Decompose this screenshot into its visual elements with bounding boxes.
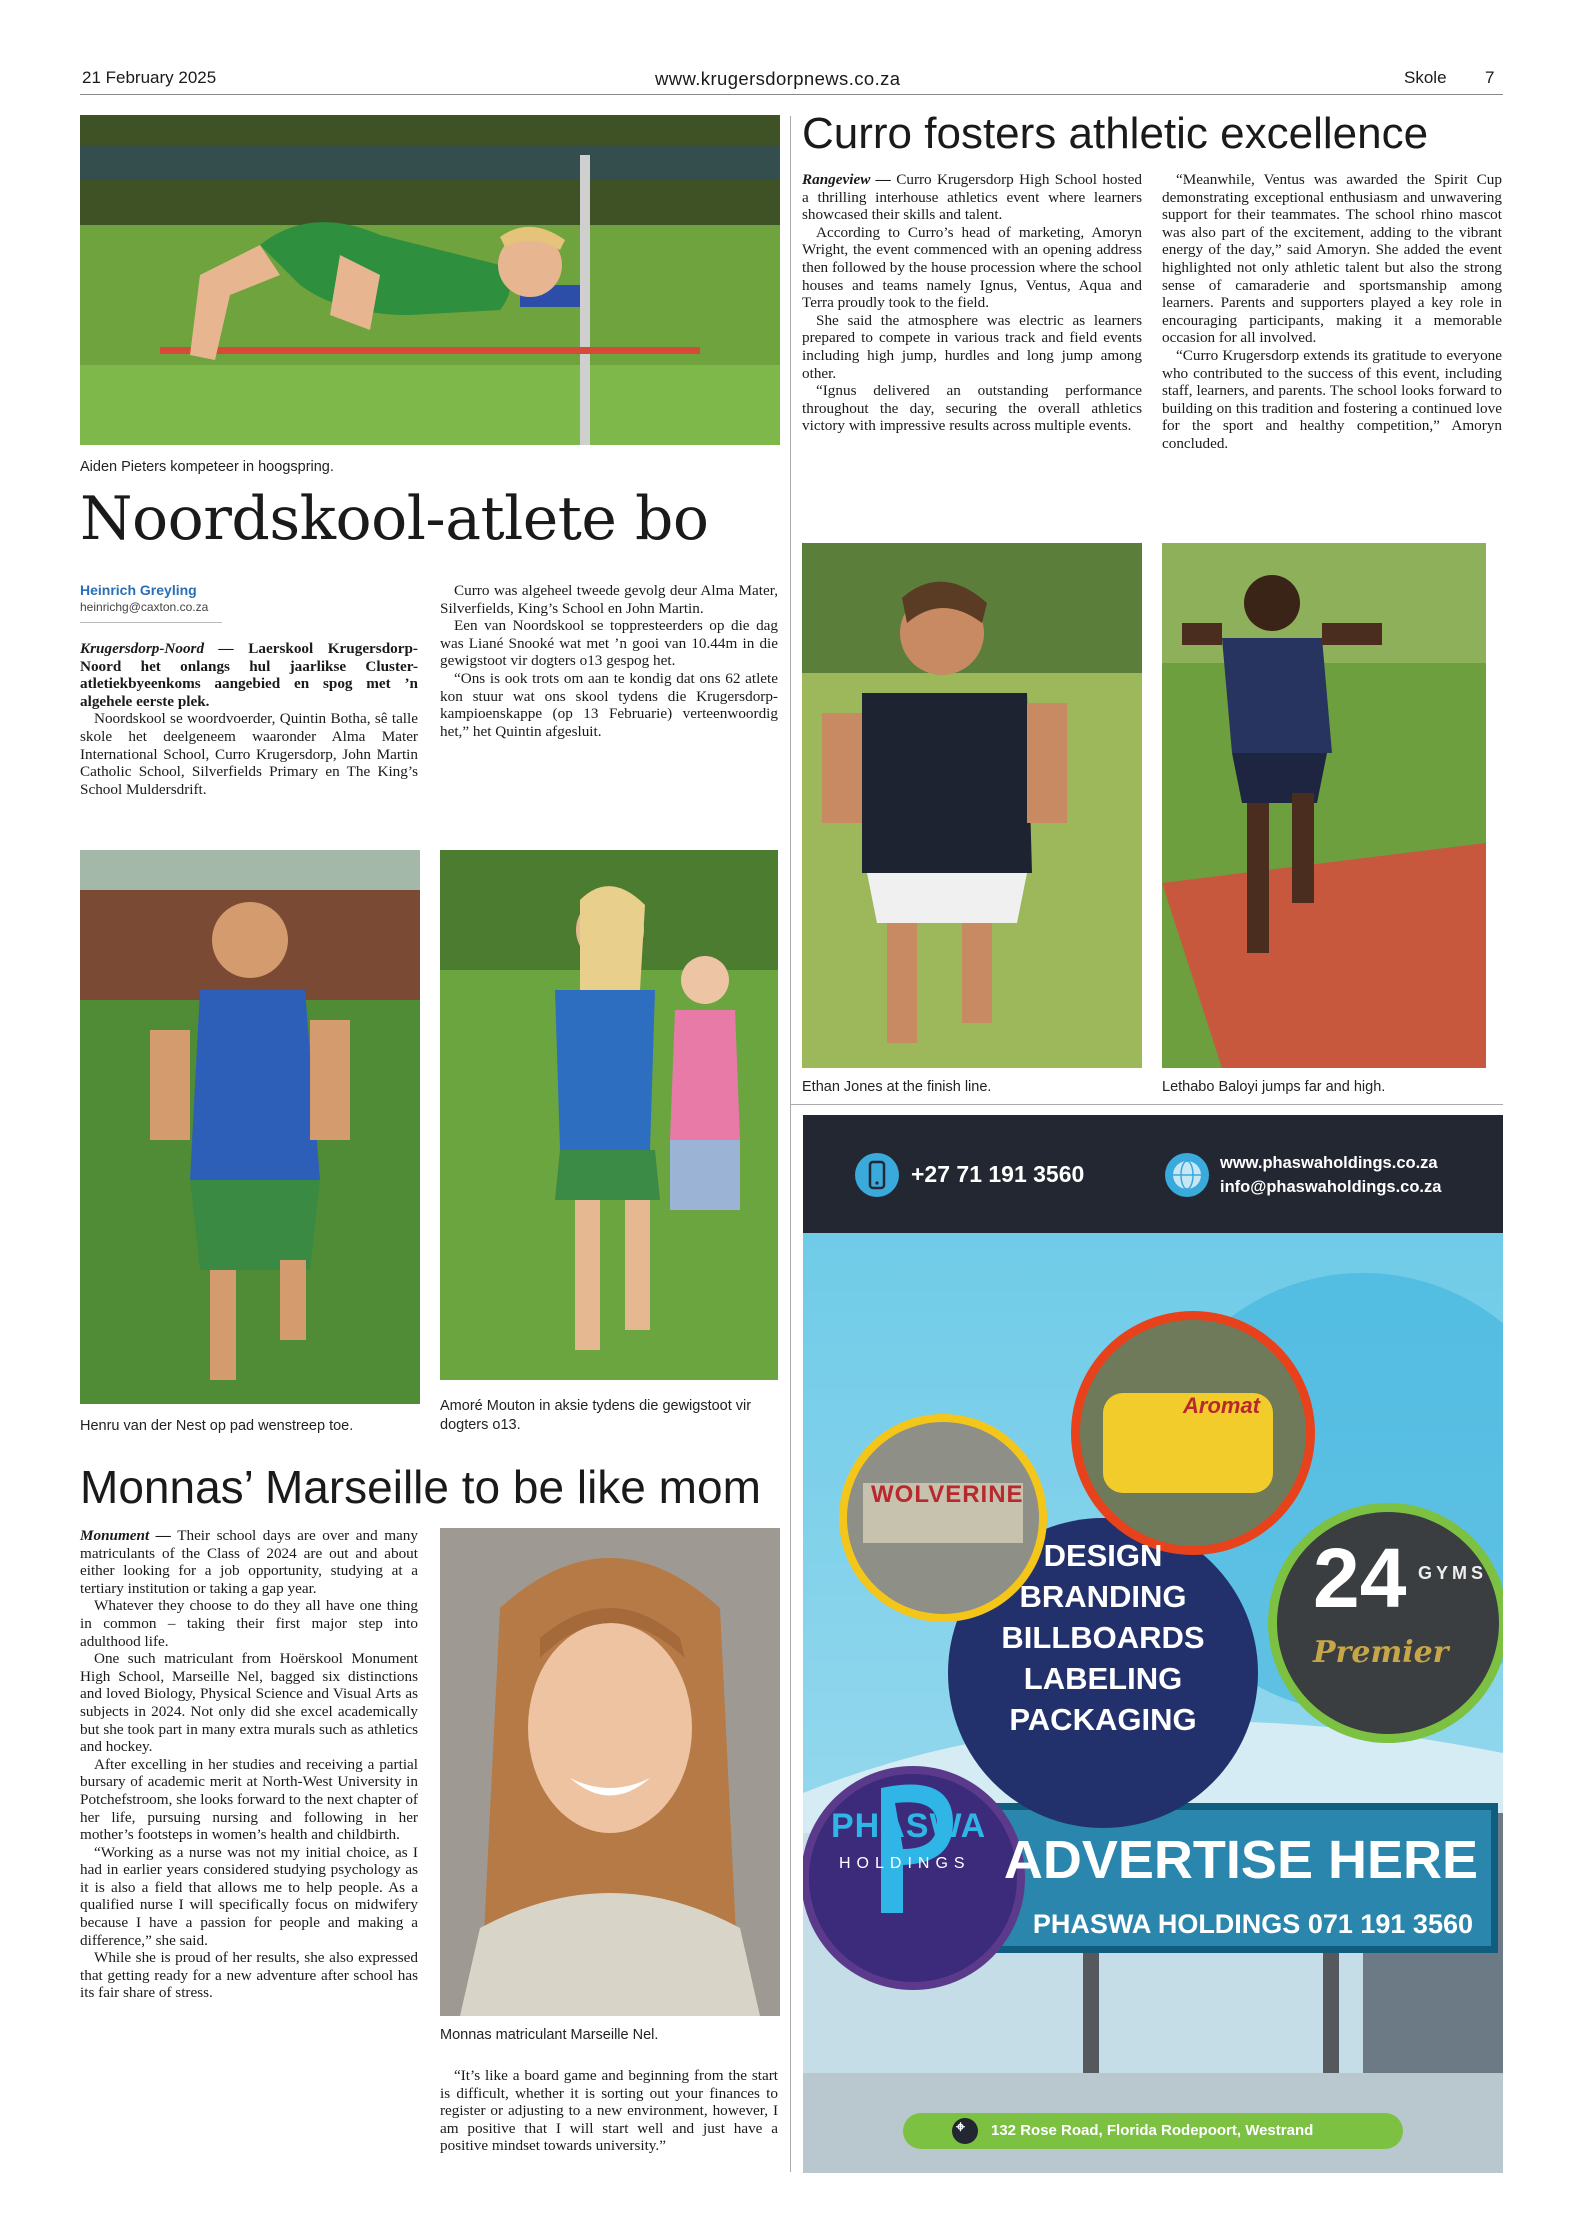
author-name: Heinrich Greyling: [80, 582, 197, 598]
body-paragraph: “Working as a nurse was not my initial choice, as I had in earlier years considered studying psychology as it is also a field that allows me to help people. As a qualified nurse I will specifically focus on midwifery because I have a passion for people and making a difference,” she said.: [80, 1843, 418, 1949]
high-jump-photo: [80, 115, 780, 445]
location-pin-icon: ⌖: [956, 2119, 966, 2136]
lead-paragraph: Curro Krugersdorp High School hosted a thrilling interhouse athletics event where learners showcased their skills and talent.: [802, 171, 1142, 224]
body-paragraph: Noordskool se woordvoerder, Quintin Botha, sê talle skole het deelgeneem waaronder Alma Mater International School, Curro Krugersdorp, John Martin Catholic School, Silverfields Primary en The King’s School Muldersdrift.: [80, 710, 418, 798]
noordskool-column-1: [80, 640, 418, 798]
aromat-van-text: Aromat: [1183, 1393, 1261, 1418]
long-jump-photo-lethabo: [1162, 543, 1486, 1068]
monnas-column-2: [440, 2067, 778, 2155]
finish-line-photo-ethan: [802, 543, 1142, 1068]
section-name: Skole: [1404, 68, 1447, 87]
dateline: Monument —: [80, 1527, 171, 1544]
lead-paragraph: Their school days are over and many matriculants of the Class of 2024 are out and about either looking for a job opportunity, studying at a tertiary institution or taking a gap year.: [80, 1527, 418, 1597]
body-paragraph: While she is proud of her results, she also expressed that getting ready for a new adventure after school has its fair share of stress.: [80, 1949, 418, 2002]
amore-caption: Amoré Mouton in aksie tydens die gewigstoot vir dogters o13.: [440, 1398, 752, 1433]
service-item: DESIGN: [1043, 1538, 1163, 1573]
curro-column-1: [802, 171, 1142, 435]
ethan-caption: Ethan Jones at the finish line.: [802, 1079, 992, 1095]
body-paragraph: She said the atmosphere was electric as learners prepared to compete in various track and field events including high jump, hurdles and long jump among other.: [802, 311, 1142, 382]
phaswa-logo-subword: HOLDINGS: [839, 1855, 971, 1872]
runner-photo-henru: [80, 850, 420, 1404]
curro-headline: Curro fosters athletic excellence: [802, 109, 1429, 158]
marseille-caption: Monnas matriculant Marseille Nel.: [440, 2027, 659, 2043]
page-number: 7: [1485, 68, 1495, 87]
gym-tagline: Premier: [1313, 1635, 1449, 1670]
dateline: Krugersdorp-Noord —: [80, 640, 234, 657]
gym-number: 24: [1313, 1531, 1407, 1625]
body-paragraph: One such matriculant from Hoërskool Monument High School, Marseille Nel, bagged six distinctions and loved Biology, Physical Science and Visual Arts as subjects in 2024. Not only did she excel academically but she took part in many extra murals such as athletics and hockey.: [80, 1650, 418, 1756]
body-paragraph: Een van Noordskool se toppresteerders op die dag was Liané Snooké wat met ’n gooi van 10.44m in die gewigstoot vir dogters o13 gespog het.: [440, 617, 778, 670]
column-divider: [790, 116, 791, 2172]
marseille-portrait: [440, 1528, 780, 2016]
billboard-subline: PHASWA HOLDINGS 071 191 3560: [1032, 1909, 1473, 1939]
byline-rule: [80, 622, 222, 623]
phone-icon: [855, 1153, 899, 1197]
noordskool-headline: Noordskool-atlete bo: [80, 484, 709, 554]
issue-date: 21 February 2025: [82, 68, 217, 87]
section-divider: [790, 1104, 1503, 1105]
body-paragraph: Curro was algeheel tweede gevolg deur Alma Mater, Silverfields, King’s School en John Martin.: [440, 582, 778, 617]
service-item: BILLBOARDS: [1001, 1620, 1205, 1655]
body-paragraph: “It’s like a board game and beginning from the start is difficult, whether it is sorting out your finances to register or adjusting to a new environment, however, I am positive that I will start well and just have a positive mindset towards university.”: [440, 2067, 778, 2155]
billboard-headline: ADVERTISE HERE: [1003, 1830, 1478, 1890]
service-item: PACKAGING: [1009, 1702, 1197, 1737]
advert-phone[interactable]: +27 71 191 3560: [911, 1161, 1085, 1187]
monnas-column-1: [80, 1527, 418, 2002]
noordskool-column-2: [440, 582, 778, 740]
service-item: BRANDING: [1019, 1579, 1187, 1614]
gym-word: GYMS: [1418, 1563, 1488, 1583]
website-url[interactable]: www.krugersdorpnews.co.za: [655, 68, 901, 89]
advert-email[interactable]: info@phaswaholdings.co.za: [1220, 1178, 1442, 1196]
advert-address[interactable]: 132 Rose Road, Florida Rodepoort, Westrand: [991, 2122, 1314, 2139]
wolverine-billboard-text: WOLVERINE: [871, 1481, 1024, 1508]
advert-website[interactable]: www.phaswaholdings.co.za: [1220, 1154, 1438, 1172]
phaswa-advert[interactable]: [803, 1115, 1503, 2173]
body-paragraph: “Curro Krugersdorp extends its gratitude to everyone who contributed to the success of this event, including staff, learners, and parents. The school looks forward to building on this tradition and fostering a continued love for the sport and healthy competition,” Amoryn concluded.: [1162, 346, 1502, 452]
advert-contact-bar: [803, 1115, 1503, 1233]
lethabo-caption: Lethabo Baloyi jumps far and high.: [1162, 1079, 1386, 1095]
high-jump-caption: Aiden Pieters kompeteer in hoogspring.: [80, 459, 334, 475]
advert-services-list: [948, 1535, 1258, 1740]
body-paragraph: Whatever they choose to do they all have one thing in common – taking their first major step into adulthood life.: [80, 1597, 418, 1650]
service-item: LABELING: [1023, 1661, 1183, 1696]
body-paragraph: After excelling in her studies and receiving a partial bursary of academic merit at North-West University in Potchefstroom, she looks forward to the next chapter of her life, pursuing nursing and following in her mother’s footsteps in women’s health and childbirth.: [80, 1755, 418, 1844]
header-rule: [80, 94, 1503, 95]
dateline: Rangeview —: [802, 171, 891, 188]
phaswa-logo-word: PHASWA: [831, 1807, 987, 1845]
globe-icon: [1165, 1153, 1209, 1197]
lead-paragraph: Laerskool Krugersdorp-Noord het onlangs hul jaarlikse Cluster-atletiekbyeenkoms aangebied en spog met ’n algehele eerste plek.: [80, 640, 418, 710]
author-email[interactable]: heinrichg@caxton.co.za: [80, 600, 209, 614]
body-paragraph: “Ons is ook trots om aan te kondig dat ons 62 atlete kon stuur wat ons skool tydens die Krugersdorp-kampioenskappe (op 13 Februarie) verteenwoordig het,” het Quintin afgesluit.: [440, 669, 778, 740]
body-paragraph: “Ignus delivered an outstanding performance throughout the day, securing the overall athletics victory with impressive results across multiple events.: [802, 382, 1142, 435]
body-paragraph: According to Curro’s head of marketing, Amoryn Wright, the event commenced with an opening address then followed by the house procession where the school houses and teams namely Ignus, Ventus, Aqua and Terra proudly took to the field.: [802, 223, 1142, 312]
curro-column-2: [1162, 171, 1502, 453]
monnas-headline: Monnas’ Marseille to be like mom: [80, 1461, 761, 1513]
body-paragraph: “Meanwhile, Ventus was awarded the Spirit Cup demonstrating exceptional enthusiasm and unwavering support for their teammates. The school rhino mascot was also part of the excitement, adding to the vibrant energy of the day,” said Amoryn. She added the event highlighted not only athletic talent but also the strong sense of camaraderie and sportsmanship among learners. Parents and supporters played a key role in encouraging participants, making it a memorable occasion for all involved.: [1162, 171, 1502, 347]
shot-put-photo-amore: [440, 850, 778, 1380]
henru-caption: Henru van der Nest op pad wenstreep toe.: [80, 1418, 354, 1434]
